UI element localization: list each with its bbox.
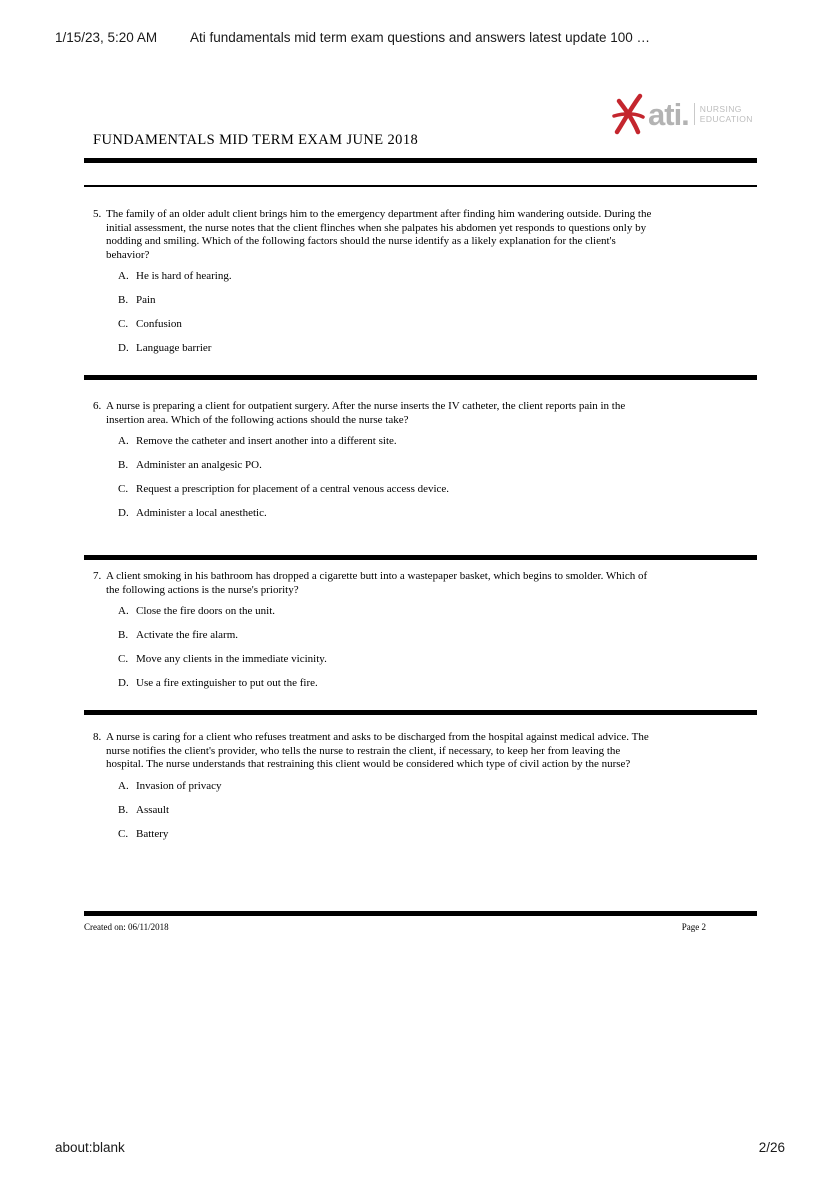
question-number: 5. xyxy=(93,208,102,220)
option-b: B. Activate the fire alarm. xyxy=(118,629,239,641)
option-text: Close the fire doors on the unit. xyxy=(136,605,276,617)
print-page-count: 2/26 xyxy=(758,1140,785,1155)
option-text: Language barrier xyxy=(136,342,212,354)
question-text: A nurse is preparing a client for outpatient surgery. After the nurse inserts the IV catheter, the client reports pain in the insertion area. Which of the following actions should the nurse take? xyxy=(106,400,626,426)
option-d: D. Administer a local anesthetic. xyxy=(118,507,267,519)
separator-bar xyxy=(84,375,757,380)
question-text: A nurse is caring for a client who refuses treatment and asks to be discharged from the hospital against medical advice. The nurse notifies the client's provider, who tells the nurse to restrain the client, if necessary, to keep her from leaving the hospital. The nurse understands that restraining this client would be considered which type of civil action by the nurse? xyxy=(106,731,649,770)
option-text: Administer a local anesthetic. xyxy=(136,507,267,519)
print-url: about:blank xyxy=(55,1140,125,1155)
separator-line xyxy=(84,185,757,187)
options-list xyxy=(118,270,757,356)
question-number: 6. xyxy=(93,400,102,412)
question-text: A client smoking in his bathroom has dropped a cigarette butt into a wastepaper basket, which begins to smolder. Which of the following actions is the nurse's priority? xyxy=(106,570,648,596)
option-a: A. He is hard of hearing. xyxy=(118,270,232,282)
option-text: Move any clients in the immediate vicinity. xyxy=(136,653,327,665)
question-number: 8. xyxy=(93,731,102,743)
question-7 xyxy=(93,570,757,701)
question-5 xyxy=(93,208,757,366)
option-a: A. Remove the catheter and insert another into a different site. xyxy=(118,435,397,447)
question-text: The family of an older adult client brings him to the emergency department after finding him wandering outside. During the initial assessment, the nurse notes that the client flinches when she palpates his abdomen yet responds to questions only by nodding and smiling. Which of the following factors should the nurse identify as a likely explanation for the client's behavior? xyxy=(106,208,652,261)
option-a: A. Invasion of privacy xyxy=(118,779,222,792)
logo-subtitle xyxy=(700,104,753,124)
separator-bar xyxy=(84,158,757,163)
document-title: FUNDAMENTALS MID TERM EXAM JUNE 2018 xyxy=(93,132,419,148)
options-list xyxy=(118,435,757,521)
question-6 xyxy=(93,400,757,531)
separator-bar xyxy=(84,911,757,916)
logo-divider xyxy=(694,103,695,125)
logo-subtitle-line1: NURSING xyxy=(699,103,742,114)
option-c: C. Request a prescription for placement of a central venous access device. xyxy=(118,483,450,495)
created-on-label: Created on: 06/11/2018 xyxy=(84,922,169,932)
option-text: Remove the catheter and insert another into a different site. xyxy=(136,435,397,447)
option-text: Pain xyxy=(136,294,156,306)
print-document-title: Ati fundamentals mid term exam questions and answers latest update 100 … xyxy=(190,30,650,45)
separator-bar xyxy=(84,710,757,715)
separator-bar xyxy=(84,555,757,560)
option-text: Use a fire extinguisher to put out the fire. xyxy=(136,677,318,689)
option-d: D. Use a fire extinguisher to put out the fire. xyxy=(118,677,318,689)
print-footer xyxy=(55,1140,785,1158)
option-text: Assault xyxy=(136,803,169,816)
option-text: Request a prescription for placement of a central venous access device. xyxy=(136,483,450,495)
page-number-label: Page 2 xyxy=(681,922,706,932)
option-c: C. Battery xyxy=(118,827,169,840)
logo-subtitle-line2: EDUCATION xyxy=(699,114,753,124)
options-list xyxy=(118,605,757,691)
options-list xyxy=(118,780,757,842)
ati-brand-text: ati. xyxy=(648,96,689,132)
option-text: He is hard of hearing. xyxy=(136,270,232,282)
option-text: Confusion xyxy=(136,318,182,330)
option-text: Activate the fire alarm. xyxy=(136,629,239,641)
option-c: C. Confusion xyxy=(118,318,182,330)
option-text: Invasion of privacy xyxy=(136,779,222,792)
option-a: A. Close the fire doors on the unit. xyxy=(118,605,276,617)
print-header xyxy=(55,30,785,48)
option-c: C. Move any clients in the immediate vicinity. xyxy=(118,653,327,665)
option-b: B. Assault xyxy=(118,803,169,816)
option-text: Administer an analgesic PO. xyxy=(136,459,262,471)
option-text: Battery xyxy=(136,827,169,840)
document-page xyxy=(84,130,757,960)
question-number: 7. xyxy=(93,570,102,582)
option-d: D. Language barrier xyxy=(118,342,212,354)
print-datetime: 1/15/23, 5:20 AM xyxy=(55,30,158,45)
option-b: B. Pain xyxy=(118,294,156,306)
option-b: B. Administer an analgesic PO. xyxy=(118,459,262,471)
question-8 xyxy=(93,731,757,852)
